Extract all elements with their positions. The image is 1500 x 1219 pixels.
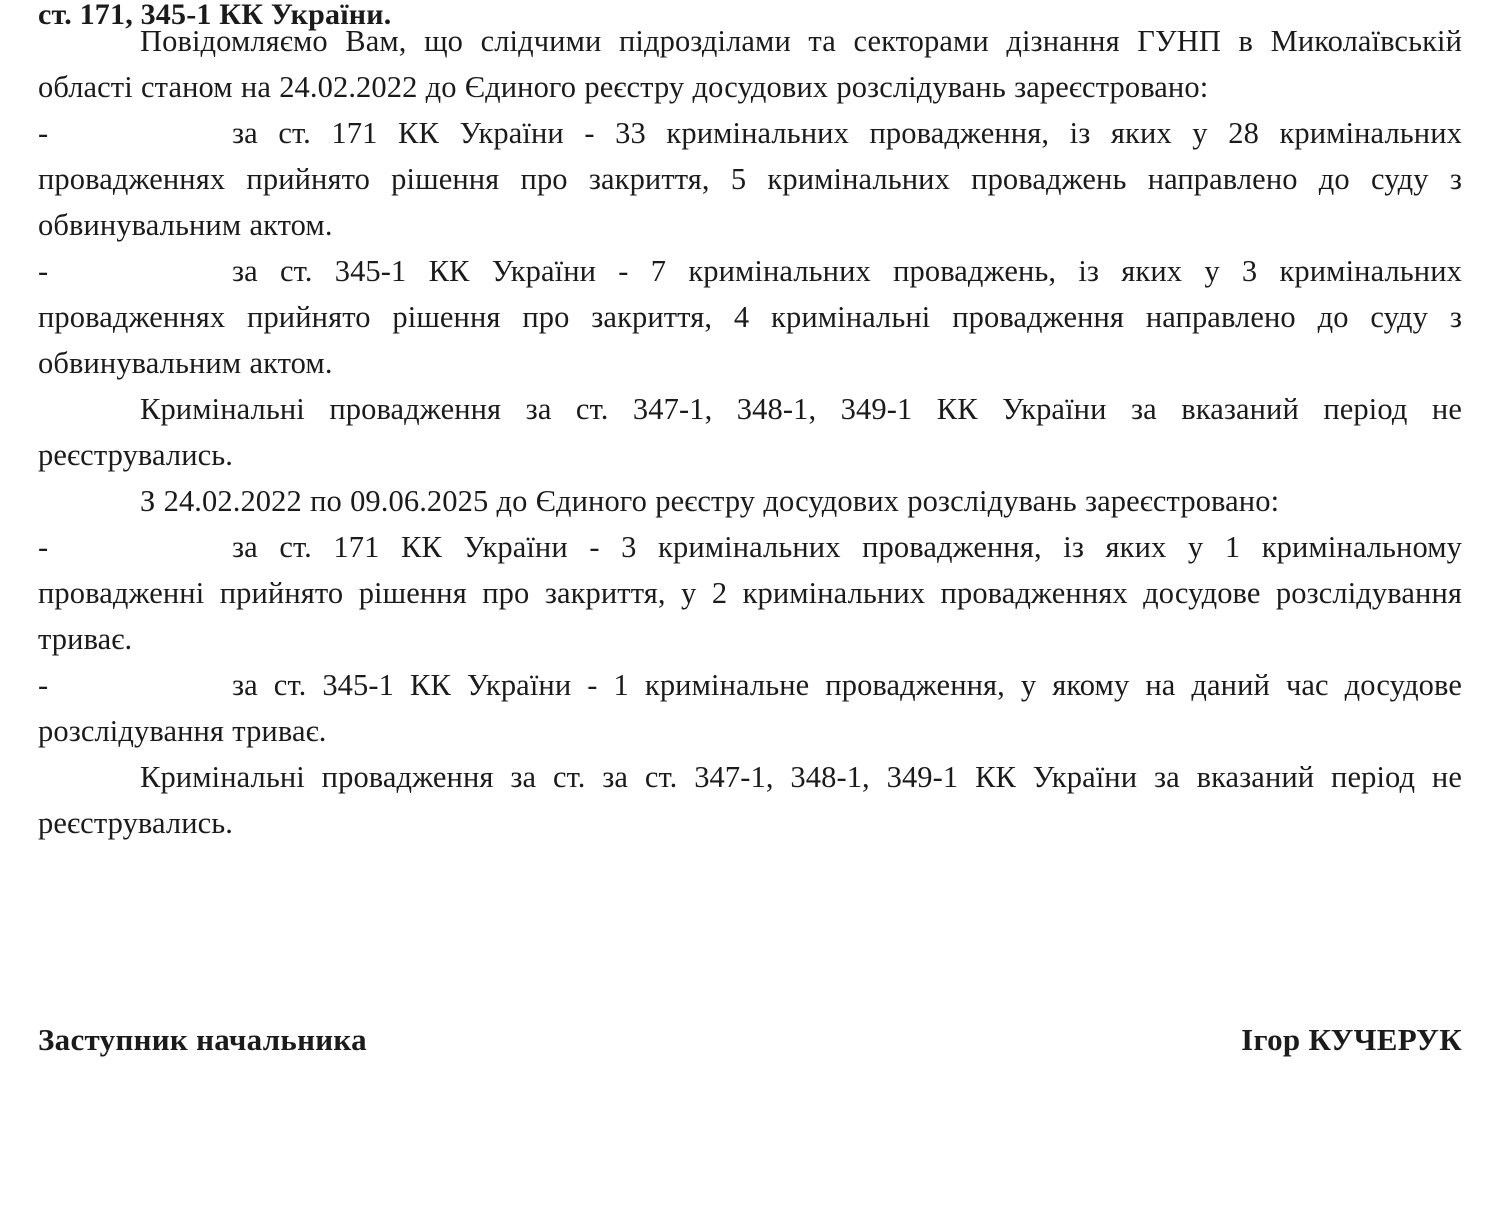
paragraph-intro: Повідомляємо Вам, що слідчими підрозділами та секторами дізнання ГУНП в Миколаївській області станом на 24.02.2022 до Єдиного реєстру досудових розслідувань зареєстровано: bbox=[38, 24, 1462, 104]
list-item-345-1-before bbox=[38, 248, 1462, 386]
list-item-171-before bbox=[38, 110, 1462, 248]
dash-marker: - bbox=[38, 254, 49, 288]
list-item-text: за ст. 345-1 КК України - 1 кримінальне провадження, у якому на даний час досудове розслідування триває. bbox=[38, 668, 1462, 748]
dash-marker: - bbox=[38, 116, 49, 150]
list-item-text: за ст. 345-1 КК України - 7 кримінальних проваджень, із яких у 3 кримінальних провадженнях прийнято рішення про закриття, 4 кримінальні провадження направлено до суду з обвинувальним актом. bbox=[38, 254, 1462, 380]
paragraph-note-not-registered-2: Кримінальні провадження за ст. за ст. 347-1, 348-1, 349-1 КК України за вказаний період не реєструвались. bbox=[38, 760, 1462, 840]
signatory-position: Заступник начальника bbox=[38, 1022, 367, 1057]
signatory-name: Ігор КУЧЕРУК bbox=[1241, 1022, 1462, 1057]
signature-block bbox=[38, 1022, 1462, 1058]
list-item-text: за ст. 171 КК України - 3 кримінальних провадження, із яких у 1 кримінальному провадженні прийнято рішення про закриття, у 2 кримінальних провадженнях досудове розслідування триває. bbox=[38, 530, 1462, 656]
dash-marker: - bbox=[38, 530, 49, 564]
dash-marker: - bbox=[38, 668, 49, 702]
list-item-345-1-after bbox=[38, 662, 1462, 754]
list-item-text: за ст. 171 КК України - 33 кримінальних провадження, із яких у 28 кримінальних провадженнях прийнято рішення про закриття, 5 кримінальних проваджень направлено до суду з обвинувальним актом. bbox=[38, 116, 1462, 242]
paragraph-note-not-registered-1: Кримінальні провадження за ст. 347-1, 348-1, 349-1 КК України за вказаний період не реєструвались. bbox=[38, 392, 1462, 472]
clipped-header-fragment: ст. 171, 345-1 КК України. bbox=[38, 0, 392, 31]
list-item-171-after bbox=[38, 524, 1462, 662]
paragraph-period-intro: З 24.02.2022 по 09.06.2025 до Єдиного реєстру досудових розслідувань зареєстровано: bbox=[140, 484, 1280, 518]
